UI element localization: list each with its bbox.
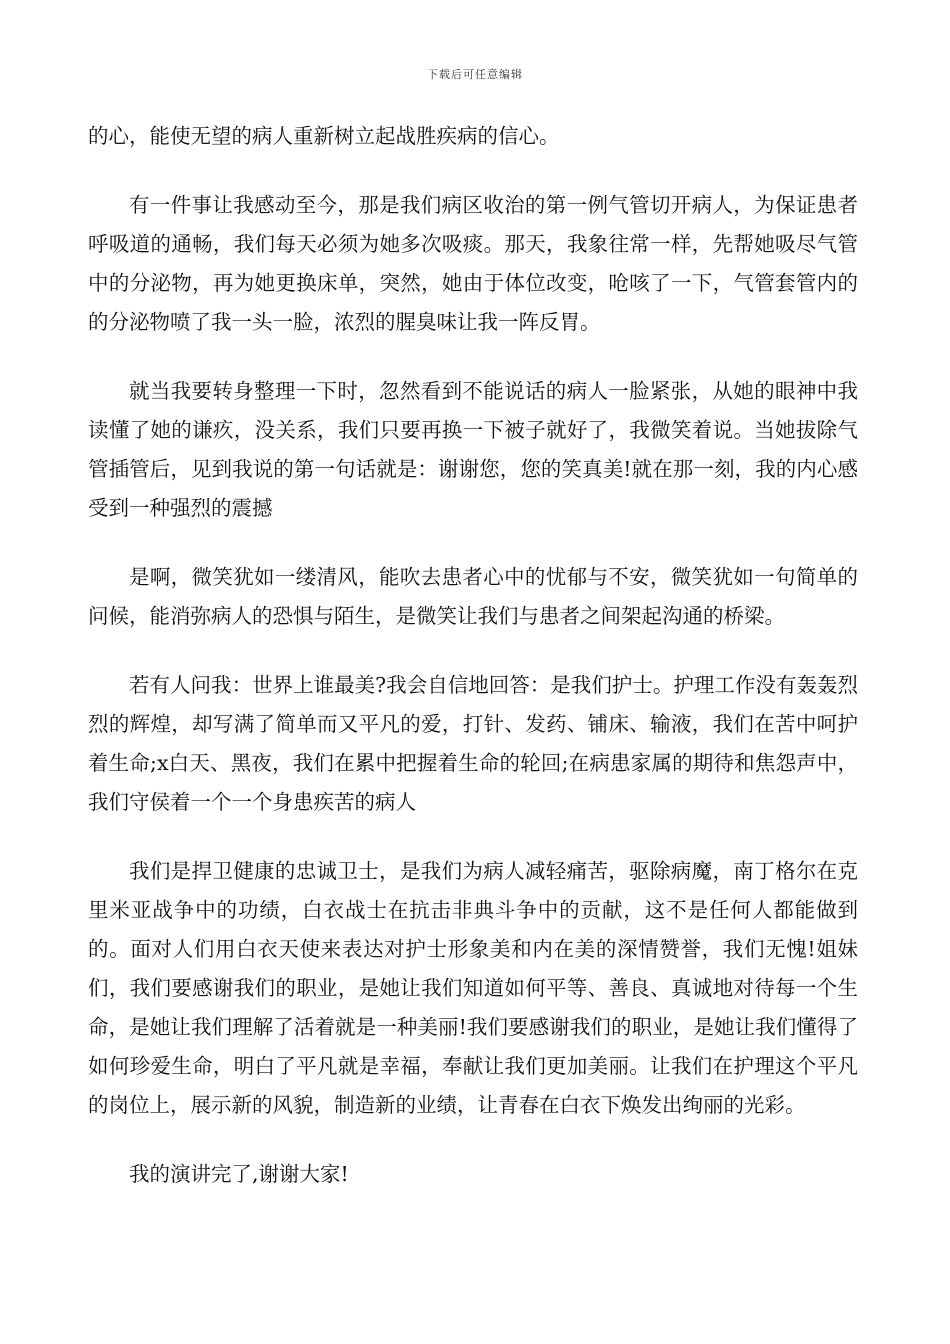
paragraph: 我们是捍卫健康的忠诚卫士，是我们为病人减轻痛苦，驱除病魔，南丁格尔在克里米亚战争中的功绩，白衣战士在抗击非典斗争中的贡献，这不是任何人都能做到的。面对人们用白衣天使来表达对护士形象美和内在美的深情赞誉，我们无愧!姐妹们，我们要感谢我们的职业，是她让我们知道如何平等、善良、真诚地对待每一个生命，是她让我们理解了活着就是一种美丽!我们要感谢我们的职业，是她让我们懂得了如何珍爱生命，明白了平凡就是幸福，奉献让我们更加美丽。让我们在护理这个平凡的岗位上，展示新的风貌，制造新的业绩，让青春在白衣下焕发出绚丽的光彩。 xyxy=(88,859,858,1117)
paragraph: 有一件事让我感动至今，那是我们病区收治的第一例气管切开病人，为保证患者呼吸道的通畅，我们每天必须为她多次吸痰。那天，我象往常一样，先帮她吸尽气管中的分泌物，再为她更换床单，突然，她由于体位改变，呛咳了一下，气管套管内的的分泌物喷了我一头一脸，浓烈的腥臭味让我一阵反胃。 xyxy=(88,193,858,334)
paragraph: 是啊，微笑犹如一缕清风，能吹去患者心中的忧郁与不安，微笑犹如一句简单的问候，能消弥病人的恐惧与陌生，是微笑让我们与患者之间架起沟通的桥梁。 xyxy=(88,565,858,628)
page-header: 下载后可任意编辑 xyxy=(427,68,523,81)
paragraph-closing: 我的演讲完了,谢谢大家! xyxy=(129,1162,349,1186)
paragraph: 就当我要转身整理一下时，忽然看到不能说话的病人一脸紧张，从她的眼神中我读懂了她的谦疚，没关系，我们只要再换一下被子就好了，我微笑着说。当她拔除气管插管后，见到我说的第一句话就是：谢谢您，您的笑真美!就在那一刻，我的内心感受到一种强烈的震撼 xyxy=(88,379,858,520)
paragraph: 若有人问我：世界上谁最美?我会自信地回答：是我们护士。护理工作没有轰轰烈烈的辉煌，却写满了简单而又平凡的爱，打针、发药、铺床、输液，我们在苦中呵护着生命;x白天、黑夜，我们在累中把握着生命的轮回;在病患家属的期待和焦怨声中，我们守侯着一个一个身患疾苦的病人 xyxy=(88,673,858,814)
document-body xyxy=(88,117,858,1224)
paragraph-continued: 的心，能使无望的病人重新树立起战胜疾病的信心。 xyxy=(88,124,560,148)
